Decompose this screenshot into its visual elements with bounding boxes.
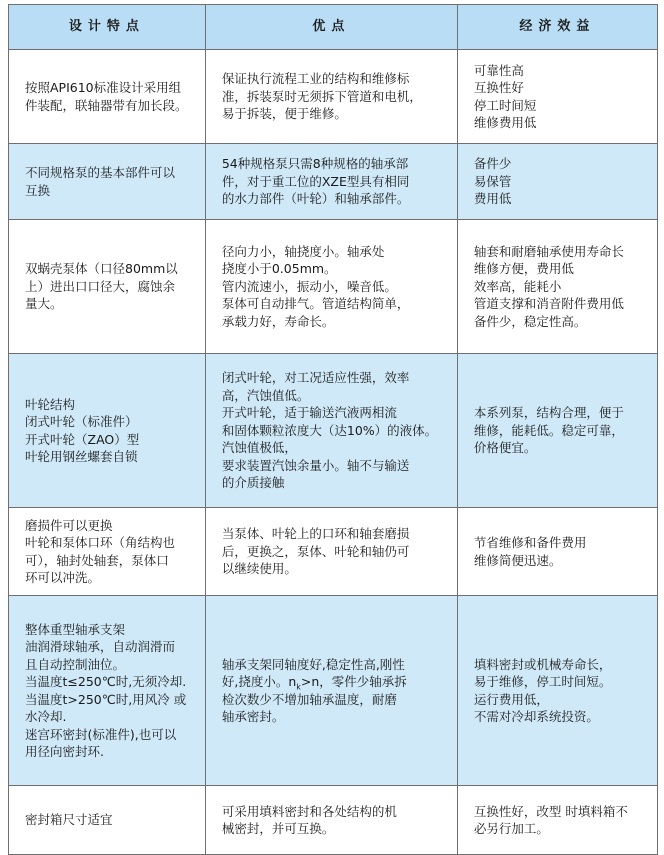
advantage-cell [205,596,457,786]
cell-text-line: 上）进出口口径大，腐蚀余 [25,278,176,294]
feature-cell [9,50,206,144]
cell-text-line: 维修费用低 [473,115,537,130]
table-row [9,596,658,786]
advantage-cell [205,220,457,354]
cell-text-line: 备件少 [473,156,512,172]
table-row [9,144,658,220]
cell-text-line: 用径向密封环. [25,744,104,759]
feature-cell [9,786,206,855]
cell-text-line: 械密封，并可互换。 [221,821,335,836]
cell-text-line: 不同规格泵的基本部件可以 [25,165,176,180]
cell-text-line: 维修方便，费用低 [473,261,574,277]
advantage-cell [205,144,457,220]
feature-cell [9,508,206,596]
cell-text-line: 当温度t>250℃时,用风冷 或 [25,691,187,707]
benefit-cell [457,354,657,508]
cell-text-line: 管内流速小，振动小，噪音低。 [221,278,397,294]
cell-text-line: 可），轴封处轴套，泵体口 [25,552,169,568]
cell-text-line: 互换性好 [473,80,524,95]
advantage-cell [205,786,457,855]
cell-text-line: 当泵体、叶轮上的口环和轴套磨损 [221,526,410,542]
cell-text-line: 轴承支架同轴度好,稳定性高,刚性 [221,656,405,672]
cell-text-line: 径向力小，轴挠度小。轴承处 [221,243,385,259]
cell-text-line: 运行费用低， [473,691,549,707]
cell-text-line: 的介质接触 [221,475,285,491]
cell-text-line: 维修，能耗低。稳定可靠， [473,422,624,438]
table-row [9,220,658,354]
table-row [9,508,658,596]
cell-text-line: 迷宫环密封(标准件),也可以 [25,726,177,742]
cell-text-line: 价格便宜。 [473,440,537,456]
table-body [9,50,658,855]
feature-cell [9,354,206,508]
cell-text-line: 准，拆装泵时无须拆下管道和电机， [221,88,422,104]
advantage-cell [205,354,457,508]
cell-text-line: 叶轮和泵体口环（角结构也 [25,535,176,550]
cell-text-line: 承载力好，寿命长。 [221,313,335,329]
cell-text-line: 闭式叶轮，对工况适应性强，效率 [221,370,410,386]
cell-text-line: 管道支撑和消音附件费用低 [473,296,624,312]
header-advantages: 优点 [205,5,457,50]
cell-text-line: 油润滑球轴承，自动润滑而 [25,639,176,654]
cell-text-line: 不需对冷却系统投资。 [473,709,599,724]
feature-cell [9,220,206,354]
cell-text-line: 必另行加工。 [473,821,549,836]
cell-text-line: 件装配，联轴器带有加长段。 [25,97,188,113]
table-row [9,50,658,144]
cell-text-line: 汽蚀值极低， [221,440,297,456]
cell-text-line: 高，汽蚀值低。 [221,387,310,403]
cell-text-line: 量大。 [25,296,63,312]
header-design-features: 设计特点 [9,5,206,50]
cell-text-line: 易保管 [473,173,512,189]
benefit-cell [457,50,657,144]
cell-text-line: 互换性好，改型 时填料箱不 [473,803,628,819]
cell-text-line: 易于拆装，便于维修。 [221,106,347,122]
cell-text-line: 易于维修，停工时间短。 [473,674,612,689]
cell-text-line: 叶轮结构 [25,396,76,412]
feature-table [8,4,658,855]
cell-text-line: 节省维修和备件费用 [473,535,587,550]
cell-text-line: 后，更换之，泵体、叶轮和轴仍可 [221,543,410,559]
advantage-cell [205,508,457,596]
cell-text-line: 水冷却. [25,709,67,724]
cell-text-line: 整体重型轴承支架 [25,621,126,637]
cell-text-line: 闭式叶轮（标准件） [25,414,138,429]
cell-text-line: 轴套和耐磨轴承使用寿命长 [473,243,624,259]
cell-text-line: 以继续使用。 [221,561,297,577]
cell-text-line: 本系列泵，结构合理，便于 [473,405,624,421]
benefit-cell [457,144,657,220]
cell-text-line: 环可以冲洗。 [25,570,101,585]
cell-text-line: 停工时间短 [473,97,537,113]
cell-text-line: 开式叶轮（ZAO）型 [25,431,140,447]
cell-text-line: 泵体可自动排气。管道结构简单， [221,296,410,312]
cell-text-line: 要求装置汽蚀余量小。轴不与输送 [221,457,410,473]
cell-text-line: 且自动控制油位。 [25,656,126,672]
cell-text-line: 效率高，能耗小 [473,278,562,294]
cell-text-line: 可靠性高 [473,62,524,78]
feature-cell [9,144,206,220]
table-row [9,354,658,508]
cell-text-line: 互换 [25,182,51,198]
benefit-cell [457,508,657,596]
feature-cell [9,596,206,786]
cell-text-line: 叶轮用钢丝螺套自锁 [25,449,138,464]
benefit-cell [457,220,657,354]
benefit-cell [457,786,657,855]
header-economic-benefits: 经济效益 [457,5,657,50]
cell-text-line: 磨损件可以更换 [25,517,113,533]
cell-text-line: 维修简便迅速。 [473,552,562,568]
cell-text-line: 按照API610标准设计采用组 [25,80,182,95]
cell-text-line: 备件少，稳定性高。 [473,313,587,329]
cell-text-line: 件，对于重工位的XZE型具有相同 [221,173,410,189]
cell-text-line: 密封箱尺寸适宜 [25,812,113,828]
cell-text-line: 的水力部件（叶轮）和轴承部件。 [221,191,410,207]
cell-text-line: 轴承密封。 [221,709,285,724]
cell-text-line: 可采用填料密封和各处结构的机 [221,803,397,819]
advantage-cell [205,50,457,144]
benefit-cell [457,596,657,786]
cell-text-line: 好,挠度小。$n_k>n$，零件少轴承拆 [221,674,407,692]
cell-text-line: 54种规格泵只需8种规格的轴承部 [221,156,409,172]
cell-text-line: 开式叶轮，适于输送汽液两相流 [221,405,397,421]
cell-text-line: 和固体颗粒浓度大（达10%）的液体。 [221,422,438,438]
cell-text-line: 保证执行流程工业的结构和维修标 [221,71,410,87]
cell-text-line: 填料密封或机械寿命长， [473,656,612,672]
header-row [9,5,658,50]
feature-table-container [8,4,658,855]
cell-text-line: 挠度小于0.05mm。 [221,261,337,277]
cell-text-line: 检次数少不增加轴承温度，耐磨 [221,691,397,707]
table-row [9,786,658,855]
cell-text-line: 当温度t≤250℃时,无须冷却. [25,674,187,689]
cell-text-line: 费用低 [473,191,512,207]
cell-text-line: 双蜗壳泵体（口径80mm以 [25,261,178,277]
